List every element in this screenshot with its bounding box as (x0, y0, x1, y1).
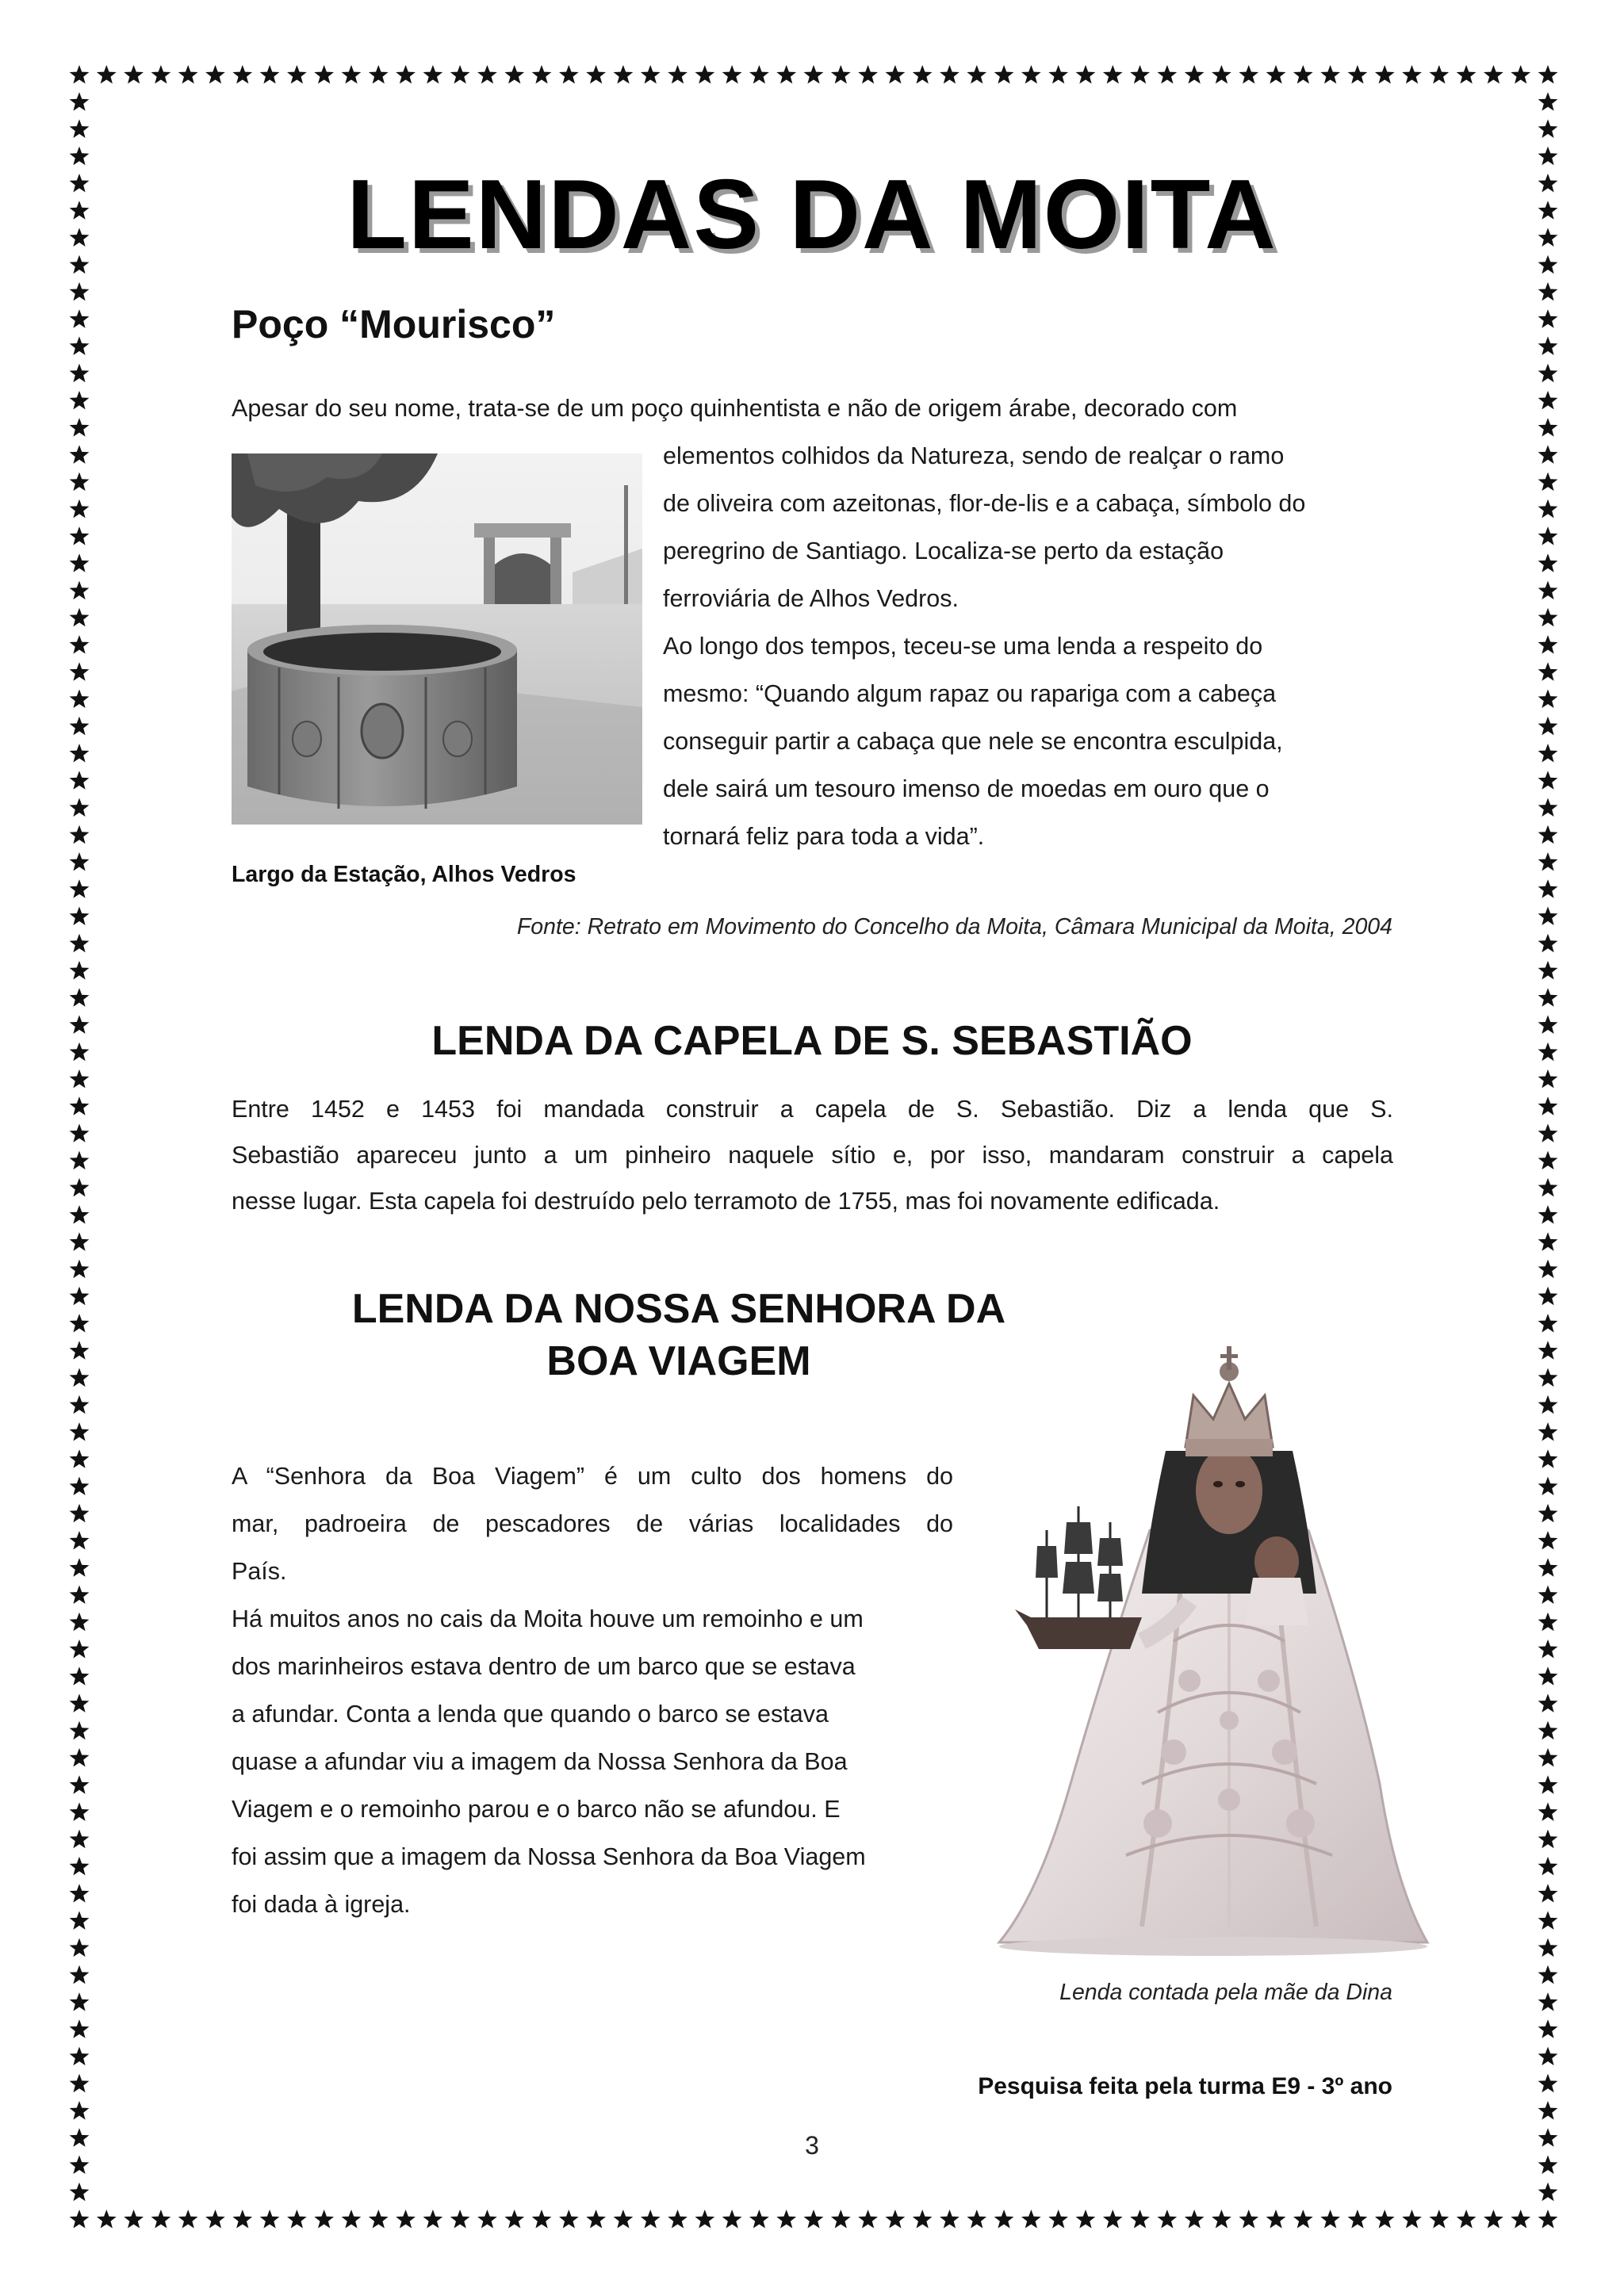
text-line: Entre 1452 e 1453 foi mandada construir a capela de S. Sebastião. Diz a lenda que S. (232, 1096, 1393, 1123)
text-line: elementos colhidos da Natureza, sendo de realçar o ramo (663, 442, 1285, 469)
text-line: tornará feliz para toda a vida”. (663, 823, 985, 850)
text-line: mar, padroeira de pescadores de várias localidades do (232, 1510, 953, 1537)
heading-line: LENDA DA NOSSA SENHORA DA (351, 1286, 1006, 1332)
text-line: ferroviária de Alhos Vedros. (663, 585, 959, 612)
text-line: mesmo: “Quando algum rapaz ou rapariga com a cabeça (663, 680, 1277, 707)
text-line: Viagem e o remoinho parou e o barco não se afundou. E (232, 1796, 841, 1823)
text-line: Ao longo dos tempos, teceu-se uma lenda a respeito do (663, 633, 1263, 660)
section-heading-capela: LENDA DA CAPELA DE S. SEBASTIÃO (431, 1018, 1193, 1064)
well-photo (232, 453, 642, 825)
section2-paragraph (232, 1086, 1393, 1224)
research-credit: Pesquisa feita pela turma E9 - 3º ano (978, 2073, 1392, 2099)
text-line: dele sairá um tesouro imenso de moedas em ouro que o (663, 775, 1270, 802)
statue-photo (983, 1340, 1443, 1958)
text-line: conseguir partir a cabaça que nele se encontra esculpida, (663, 728, 1283, 755)
text-line: dos marinheiros estava dentro de um barco que se estava (232, 1653, 856, 1680)
section-heading-poco-mourisco: Poço “Mourisco” (232, 302, 556, 346)
section1-first-line (232, 385, 1393, 432)
statue-photo-caption: Lenda contada pela mãe da Dina (1059, 1980, 1392, 2005)
text-line: peregrino de Santiago. Localiza-se perto da estação (663, 538, 1224, 564)
section3-paragraph (232, 1452, 953, 1928)
text-line: Sebastião apareceu junto a um pinheiro naquele sítio e, por isso, mandaram construir a capela (232, 1142, 1393, 1169)
text-line: de oliveira com azeitonas, flor-de-lis e a cabaça, símbolo do (663, 490, 1306, 517)
page-title: LENDAS DA MOITA (347, 160, 1277, 270)
text-line: foi dada à igreja. (232, 1891, 411, 1918)
text-line: Há muitos anos no cais da Moita houve um remoinho e um (232, 1605, 864, 1632)
source-citation: Fonte: Retrato em Movimento do Concelho da Moita, Câmara Municipal da Moita, 2004 (516, 914, 1392, 939)
page-number: 3 (805, 2131, 819, 2160)
text-line: a afundar. Conta a lenda que quando o barco se estava (232, 1701, 829, 1728)
text-line: Apesar do seu nome, trata-se de um poço quinhentista e não de origem árabe, decorado com (232, 395, 1238, 422)
text-line: A “Senhora da Boa Viagem” é um culto dos homens do (232, 1463, 953, 1490)
section1-paragraph (663, 432, 1408, 860)
text-line: nesse lugar. Esta capela foi destruído pelo terramoto de 1755, mas foi novamente edificada. (232, 1188, 1220, 1215)
text-line: foi assim que a imagem da Nossa Senhora da Boa Viagem (232, 1843, 866, 1870)
heading-line: BOA VIAGEM (546, 1338, 811, 1384)
text-line: quase a afundar viu a imagem da Nossa Senhora da Boa (232, 1748, 848, 1775)
well-photo-caption: Largo da Estação, Alhos Vedros (232, 862, 576, 887)
text-line: País. (232, 1558, 287, 1585)
